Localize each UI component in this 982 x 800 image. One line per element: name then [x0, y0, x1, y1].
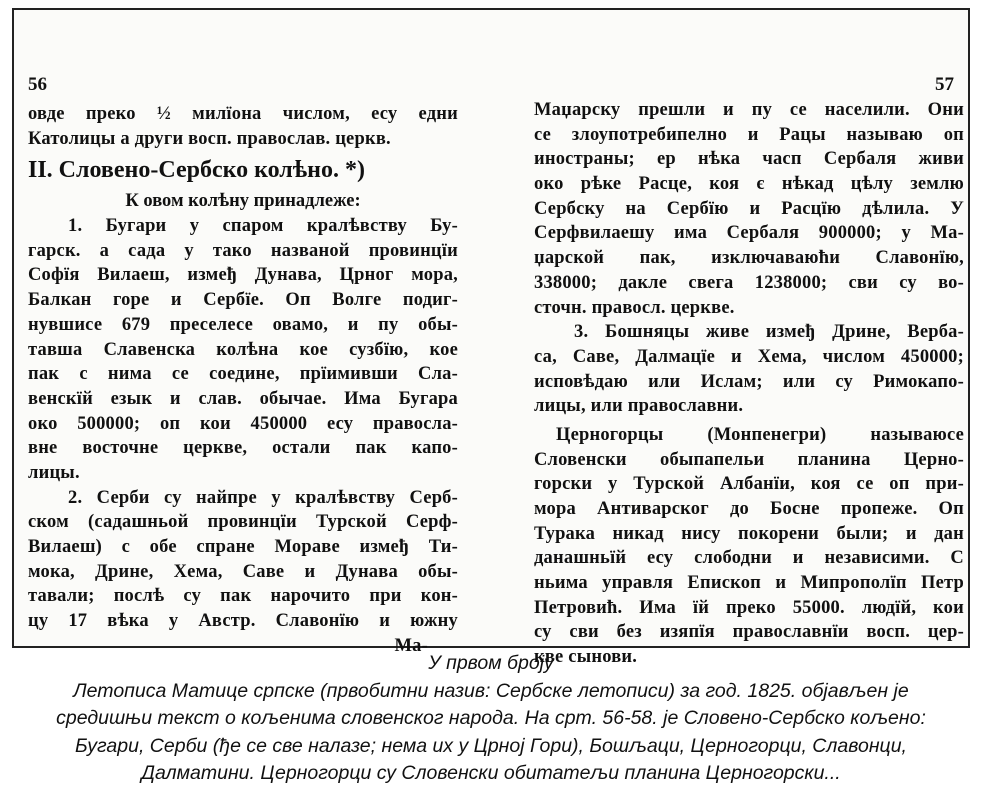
text-line: 1. Бугари у спаром кралѣвству Бу- [68, 216, 458, 237]
text-line: су сви без изяпїя православнїи восп. цер- [534, 622, 964, 643]
text-line: нувшисе 679 преселесе овамо, и пу обы- [28, 314, 458, 335]
text-line: данашньїй есу слободни и независими. С [534, 548, 964, 569]
text-line: цу 17 вѣка у Австр. Славонїю и южну [28, 611, 458, 632]
text-line: Вилаеш) с обе спране Мораве измеђ Ти- [28, 537, 458, 557]
text-line: сточн. правосл. церкве. [534, 297, 735, 318]
text-line: Церногорцы (Монпенегри) называюсе [556, 424, 964, 445]
text-line: Словенски обыпапельи планина Церно- [534, 449, 964, 470]
text-line: иностраны; ер нѣка часп Сербаля живи [534, 149, 964, 170]
text-line: 2. Серби су найпре у кралѣвству Серб- [68, 487, 458, 508]
section-heading: II. Словено-Сербско колѣно. *) [28, 157, 365, 184]
right-page [534, 74, 964, 670]
text-line: венскїй езык и слав. обычае. Има Бугара [28, 388, 458, 409]
text-line: џарской пак, изключаваюћи Славонїю, [534, 248, 964, 269]
caption-line: Бугари, Серби (ђе се све налазе; нема их у Црној Гори), Бошљаци, Церногорци, Славонци, [75, 734, 907, 757]
text-line: лицы. [28, 462, 80, 483]
text-line: горски у Турской Албанїи, коя се оп при- [534, 474, 964, 495]
text-line: лицы, или православни. [534, 396, 744, 417]
text-line: Петровић. Има їй преко 55000. людїй, кои [534, 597, 964, 618]
caption-line: Летописа Матице српске (првобитни назив: Сербске летописи) за год. 1825. објављен је [73, 679, 909, 702]
text-line: Католицы а други восп. православ. церкв. [28, 128, 391, 149]
text-line: око 500000; оп кои 450000 есу правосла- [28, 413, 458, 434]
caption-line: Далматини. Церногорци су Словенски обитатељи планина Церногорски... [141, 762, 841, 784]
text-line: Балкан горе и Сербїе. Оп Волге подиг- [28, 290, 458, 311]
text-line: се злоупотребипелно и Рацы называю оп [534, 124, 964, 145]
text-line: овде преко ½ милїона числом, есу едни [28, 104, 458, 124]
caption-line: средишњи текст о кољенима словенског народа. На срт. 56-58. је Словено-Сербско кољено: [56, 707, 926, 729]
text-line: Маџарску прешли и пу се населили. Они [534, 100, 964, 120]
text-line: Софїя Вилаеш, измеђ Дунава, Црног мора, [28, 265, 458, 286]
text-line: са, Саве, Далмацїе и Хема, числом 450000; [534, 346, 964, 367]
text-line: мока, Дрине, Хема, Саве и Дунава обы- [28, 561, 458, 582]
text-line: кве сынови. [534, 647, 638, 668]
text-line: мора Антиварског до Босне пропеже. Оп [534, 499, 964, 519]
text-line: Турака никад нису покорени были; и дан [534, 523, 964, 544]
subheading-line: К овом колѣну принадлеже: [125, 191, 361, 212]
left-page [28, 74, 458, 658]
text-line: око рѣке Расце, коя є нѣкад цѣлу землю [534, 174, 964, 195]
text-line: Сербску на Сербїю и Расцїю дѣлила. У [534, 198, 964, 219]
left-page-number: 56 [28, 74, 47, 95]
text-line: вне восточне церкве, остали пак капо- [28, 438, 458, 459]
caption-line: У првом броју [428, 652, 554, 674]
text-line: тавша Славенска колѣна кое сузбїю, кое [28, 339, 458, 360]
text-line: Серфвилаешу има Сербаля 900000; у Ма- [534, 223, 964, 244]
text-line: ньима управля Епископ и Мипрополїп Петр [534, 573, 964, 594]
catchword-line: Ма- [394, 635, 428, 656]
text-line: исповѣдаю или Ислам; или су Римокапо- [534, 371, 964, 392]
right-page-number: 57 [935, 74, 954, 95]
text-line: 338000; дакле свега 1238000; сви су во- [534, 272, 964, 293]
text-line: 3. Бошняцы живе измеђ Дрине, Верба- [574, 322, 964, 343]
text-line: гарск. а сада у тако названой провинцїи [28, 240, 458, 261]
image-caption [0, 650, 982, 788]
text-line: тавали; послѣ су пак нарочито при кон- [28, 586, 458, 607]
text-line: пак с нима се соедине, прїимивши Сла- [28, 364, 458, 385]
text-line: ском (садашньой провинцїи Турской Серф- [28, 512, 458, 533]
